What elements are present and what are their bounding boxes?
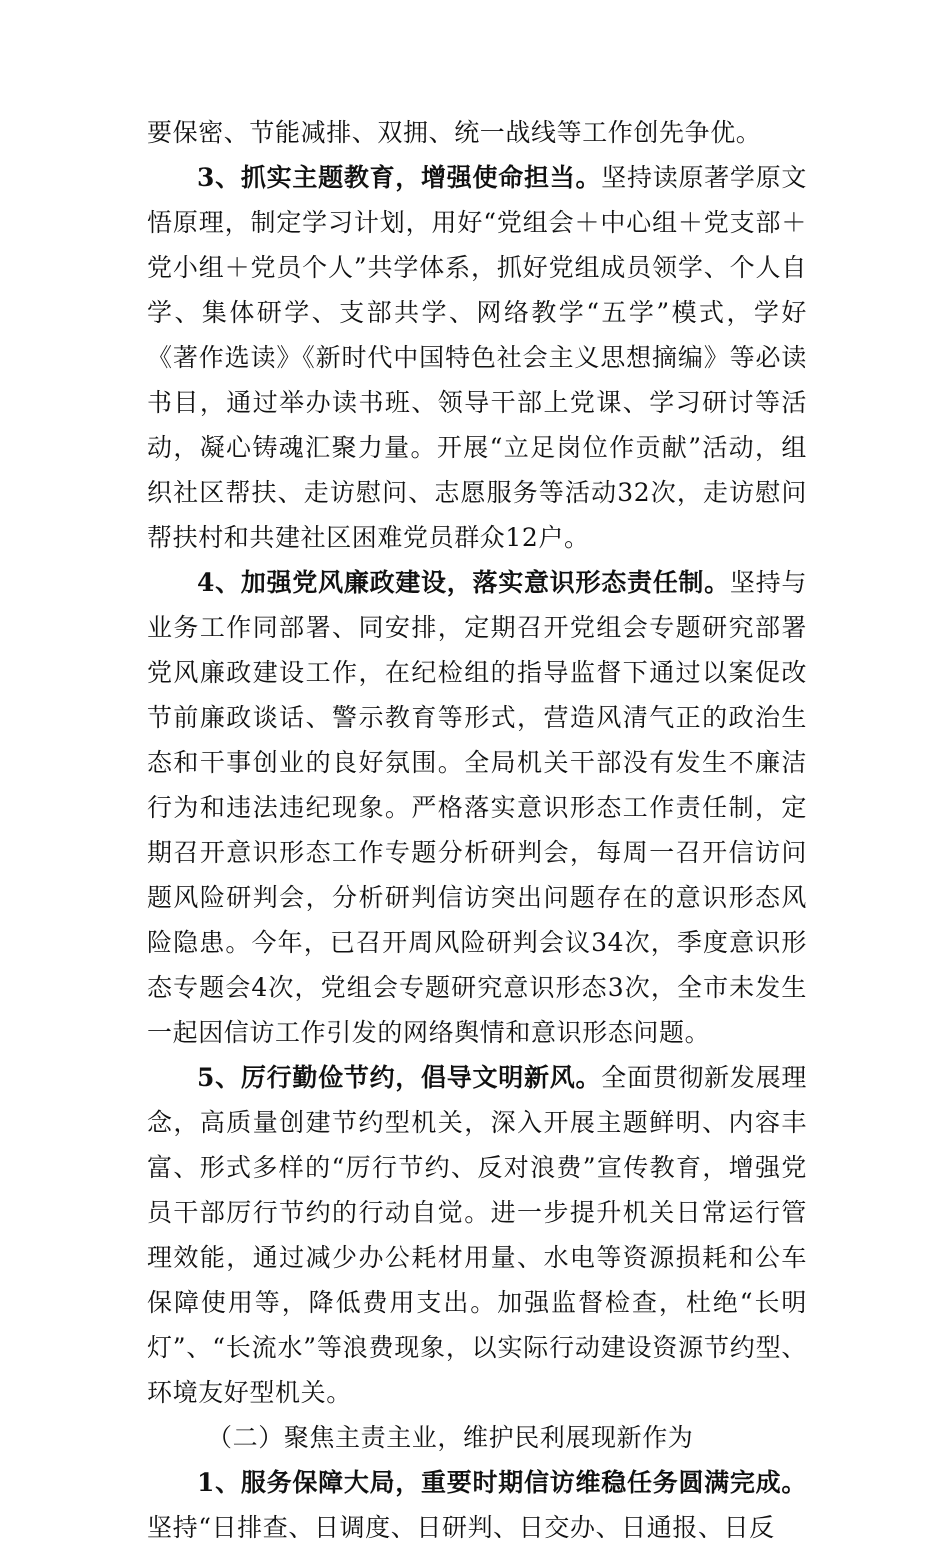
- paragraph-theme-education: [147, 155, 807, 560]
- paragraph-heading: 1、服务保障大局，重要时期信访维稳任务圆满完成。: [197, 1468, 807, 1497]
- paragraph-text: 坚持读原著学原文悟原理，制定学习计划，用好“党组会＋中心组＋党支部＋党小组＋党员个人”共学体系，抓好党组成员领学、个人自学、集体研学、支部共学、网络教学“五学”模式，学好《著作选读》《新时代中国特色社会主义思想摘编》等必读书目，通过举办读书班、领导干部上党课、学习研讨等活动，凝心铸魂汇聚力量。开展“立足岗位作贡献”活动，组织社区帮扶、走访慰问、志愿服务等活动32次，走访慰问帮扶村和共建社区困难党员群众12户。: [147, 163, 807, 552]
- section-heading: [147, 1415, 807, 1460]
- paragraph-heading: 5、厉行勤俭节约，倡导文明新风。: [197, 1063, 602, 1092]
- paragraph-text: 坚持与业务工作同部署、同安排，定期召开党组会专题研究部署党风廉政建设工作，在纪检组的指导监督下通过以案促改节前廉政谈话、警示教育等形式，营造风清气正的政治生态和干事创业的良好氛围。全局机关干部没有发生不廉洁行为和违法违纪现象。严格落实意识形态工作责任制，定期召开意识形态工作专题分析研判会，每周一召开信访问题风险研判会，分析研判信访突出问题存在的意识形态风险隐患。今年，已召开周风险研判会议34次，季度意识形态专题会4次，党组会专题研究意识形态3次，全市未发生一起因信访工作引发的网络舆情和意识形态问题。: [147, 568, 807, 1047]
- paragraph-frugality: [147, 1055, 807, 1415]
- paragraph-text: 全面贯彻新发展理念，高质量创建节约型机关，深入开展主题鲜明、内容丰富、形式多样的“厉行节约、反对浪费”宣传教育，增强党员干部厉行节约的行动自觉。进一步提升机关日常运行管理效能，通过减少办公耗材用量、水电等资源损耗和公车保障使用等，降低费用支出。加强监督检查，杜绝“长明灯”、“长流水”等浪费现象，以实际行动建设资源节约型、环境友好型机关。: [147, 1063, 807, 1407]
- document-body: [147, 110, 807, 1550]
- paragraph-heading: 4、加强党风廉政建设，落实意识形态责任制。: [197, 568, 730, 597]
- paragraph-continuation: [147, 110, 807, 155]
- section-heading-text: （二）聚焦主责主业，维护民利展现新作为: [207, 1423, 694, 1452]
- paragraph-service-overall: [147, 1460, 807, 1550]
- paragraph-text: 要保密、节能减排、双拥、统一战线等工作创先争优。: [147, 118, 762, 147]
- paragraph-party-discipline: [147, 560, 807, 1055]
- paragraph-text: 坚持“日排查、日调度、日研判、日交办、日通报、日反: [147, 1513, 775, 1542]
- paragraph-heading: 3、抓实主题教育，增强使命担当。: [197, 163, 602, 192]
